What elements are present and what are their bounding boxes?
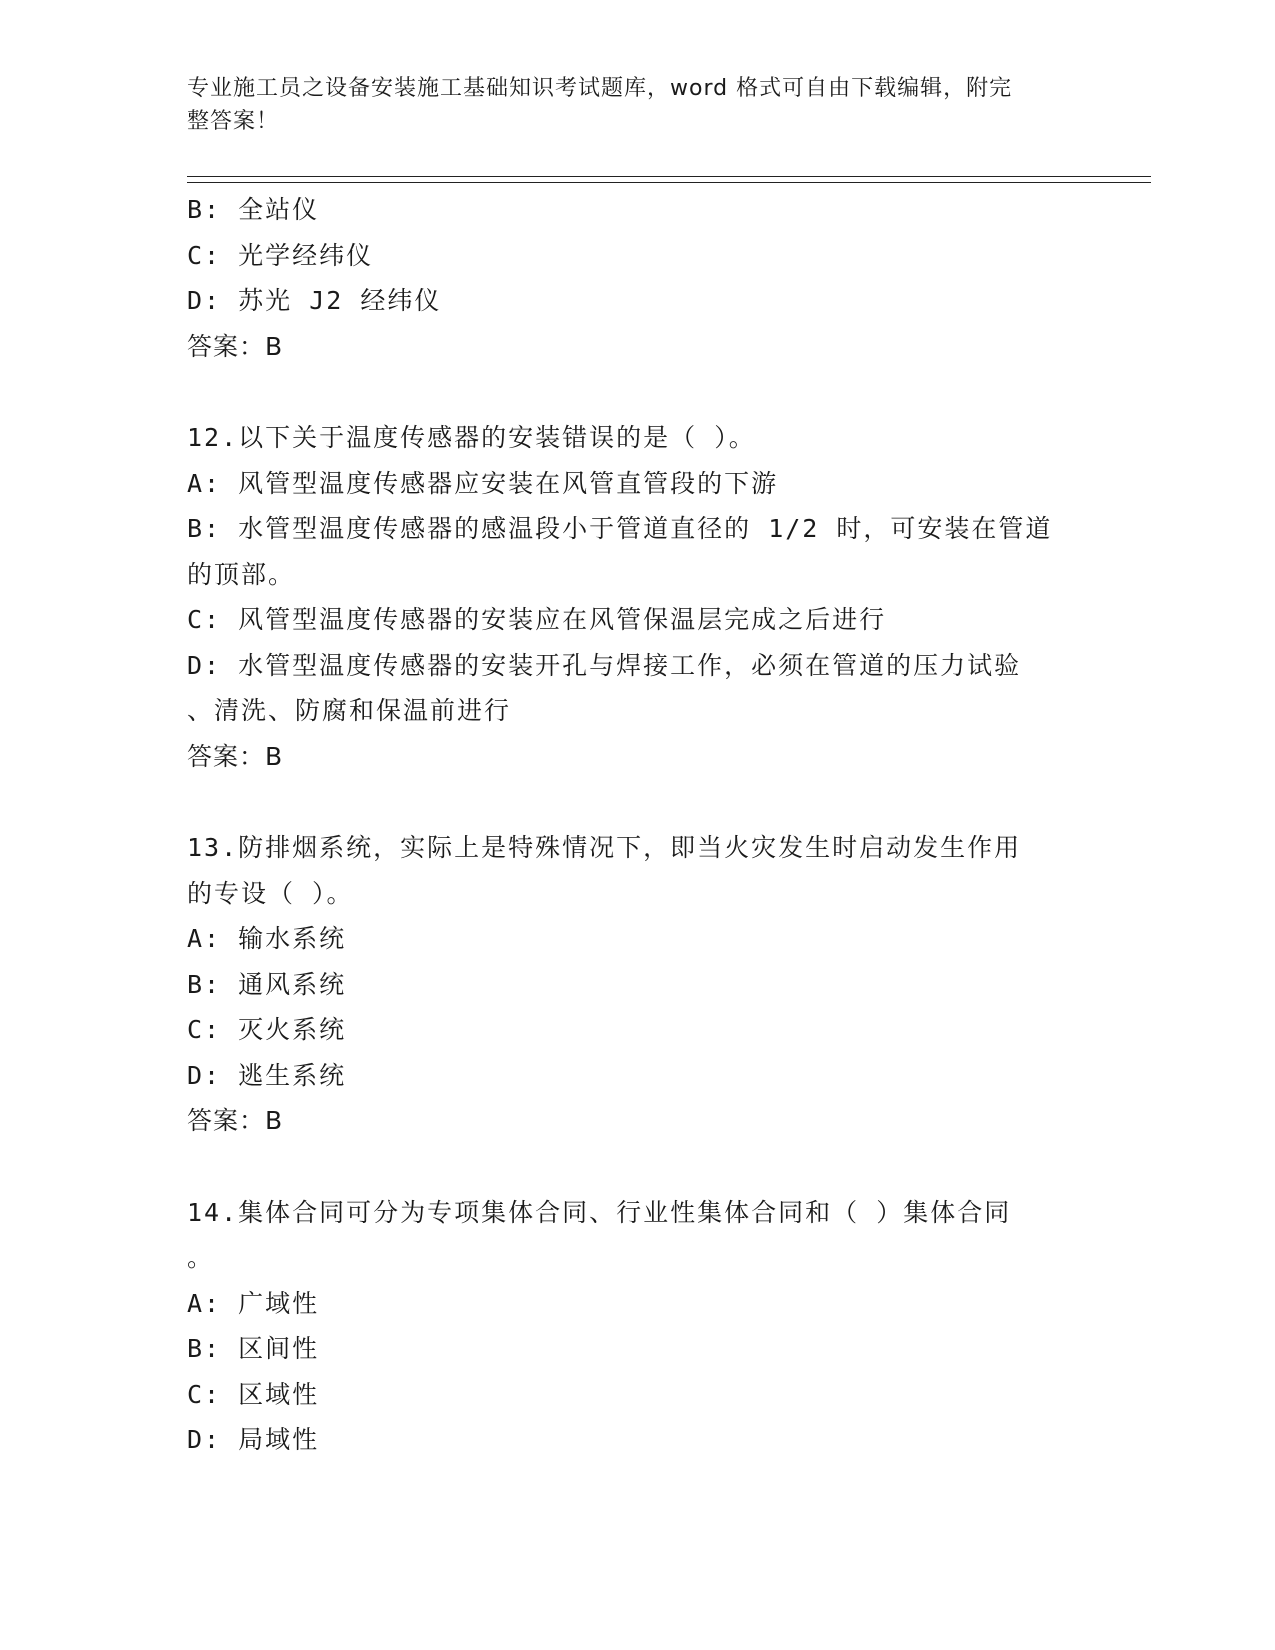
spacer [187, 1144, 1087, 1190]
option-c: C: 风管型温度传感器的安装应在风管保温层完成之后进行 [187, 605, 887, 634]
option-d-continued: 、清洗、防腐和保温前进行 [187, 696, 512, 725]
option-d: D: 局域性 [187, 1425, 320, 1454]
question-stem-continued: 。 [187, 1243, 215, 1272]
option-b-continued: 的顶部。 [187, 559, 296, 589]
option-d: D: 苏光 J2 经纬仪 [187, 286, 442, 315]
question-list [187, 187, 1087, 1463]
question-stem: 13.防排烟系统，实际上是特殊情况下，即当火灾发生时启动发生作用 [187, 833, 1022, 862]
option-a: A: 风管型温度传感器应安装在风管直管段的下游 [187, 468, 779, 498]
header-divider-bottom [187, 182, 1151, 183]
option-d: D: 逃生系统 [187, 1060, 347, 1090]
question-stem-continued: 的专设（ ）。 [187, 878, 354, 908]
option-a: A: 输水系统 [187, 924, 347, 953]
question-stem: 14.集体合同可分为专项集体合同、行业性集体合同和（ ）集体合同 [187, 1197, 1012, 1227]
option-a: A: 广域性 [187, 1288, 320, 1318]
question-stem: 12.以下关于温度传感器的安装错误的是（ ）。 [187, 423, 756, 452]
option-b: B: 水管型温度传感器的感温段小于管道直径的 1/2 时，可安装在管道 [187, 514, 1053, 543]
option-c: C: 区域性 [187, 1379, 320, 1409]
option-c: C: 光学经纬仪 [187, 240, 374, 270]
option-b: B: 通风系统 [187, 969, 347, 999]
answer: 答案：B [187, 331, 284, 361]
question-11-tail [187, 187, 1087, 369]
question-14 [187, 1190, 1087, 1463]
answer: 答案：B [187, 1106, 284, 1135]
question-12 [187, 415, 1087, 779]
option-c: C: 灭火系统 [187, 1015, 347, 1044]
header-line-1: 专业施工员之设备安装施工基础知识考试题库，word 格式可自由下载编辑，附完 [187, 76, 1013, 101]
option-b: B: 全站仪 [187, 195, 320, 224]
header-divider-top [187, 176, 1151, 177]
option-d: D: 水管型温度传感器的安装开孔与焊接工作，必须在管道的压力试验 [187, 650, 1022, 680]
answer: 答案：B [187, 741, 284, 771]
spacer [187, 369, 1087, 415]
spacer [187, 779, 1087, 825]
question-13 [187, 825, 1087, 1144]
document-header [187, 72, 1067, 138]
option-b: B: 区间性 [187, 1334, 320, 1363]
header-line-2: 整答案！ [187, 109, 280, 134]
